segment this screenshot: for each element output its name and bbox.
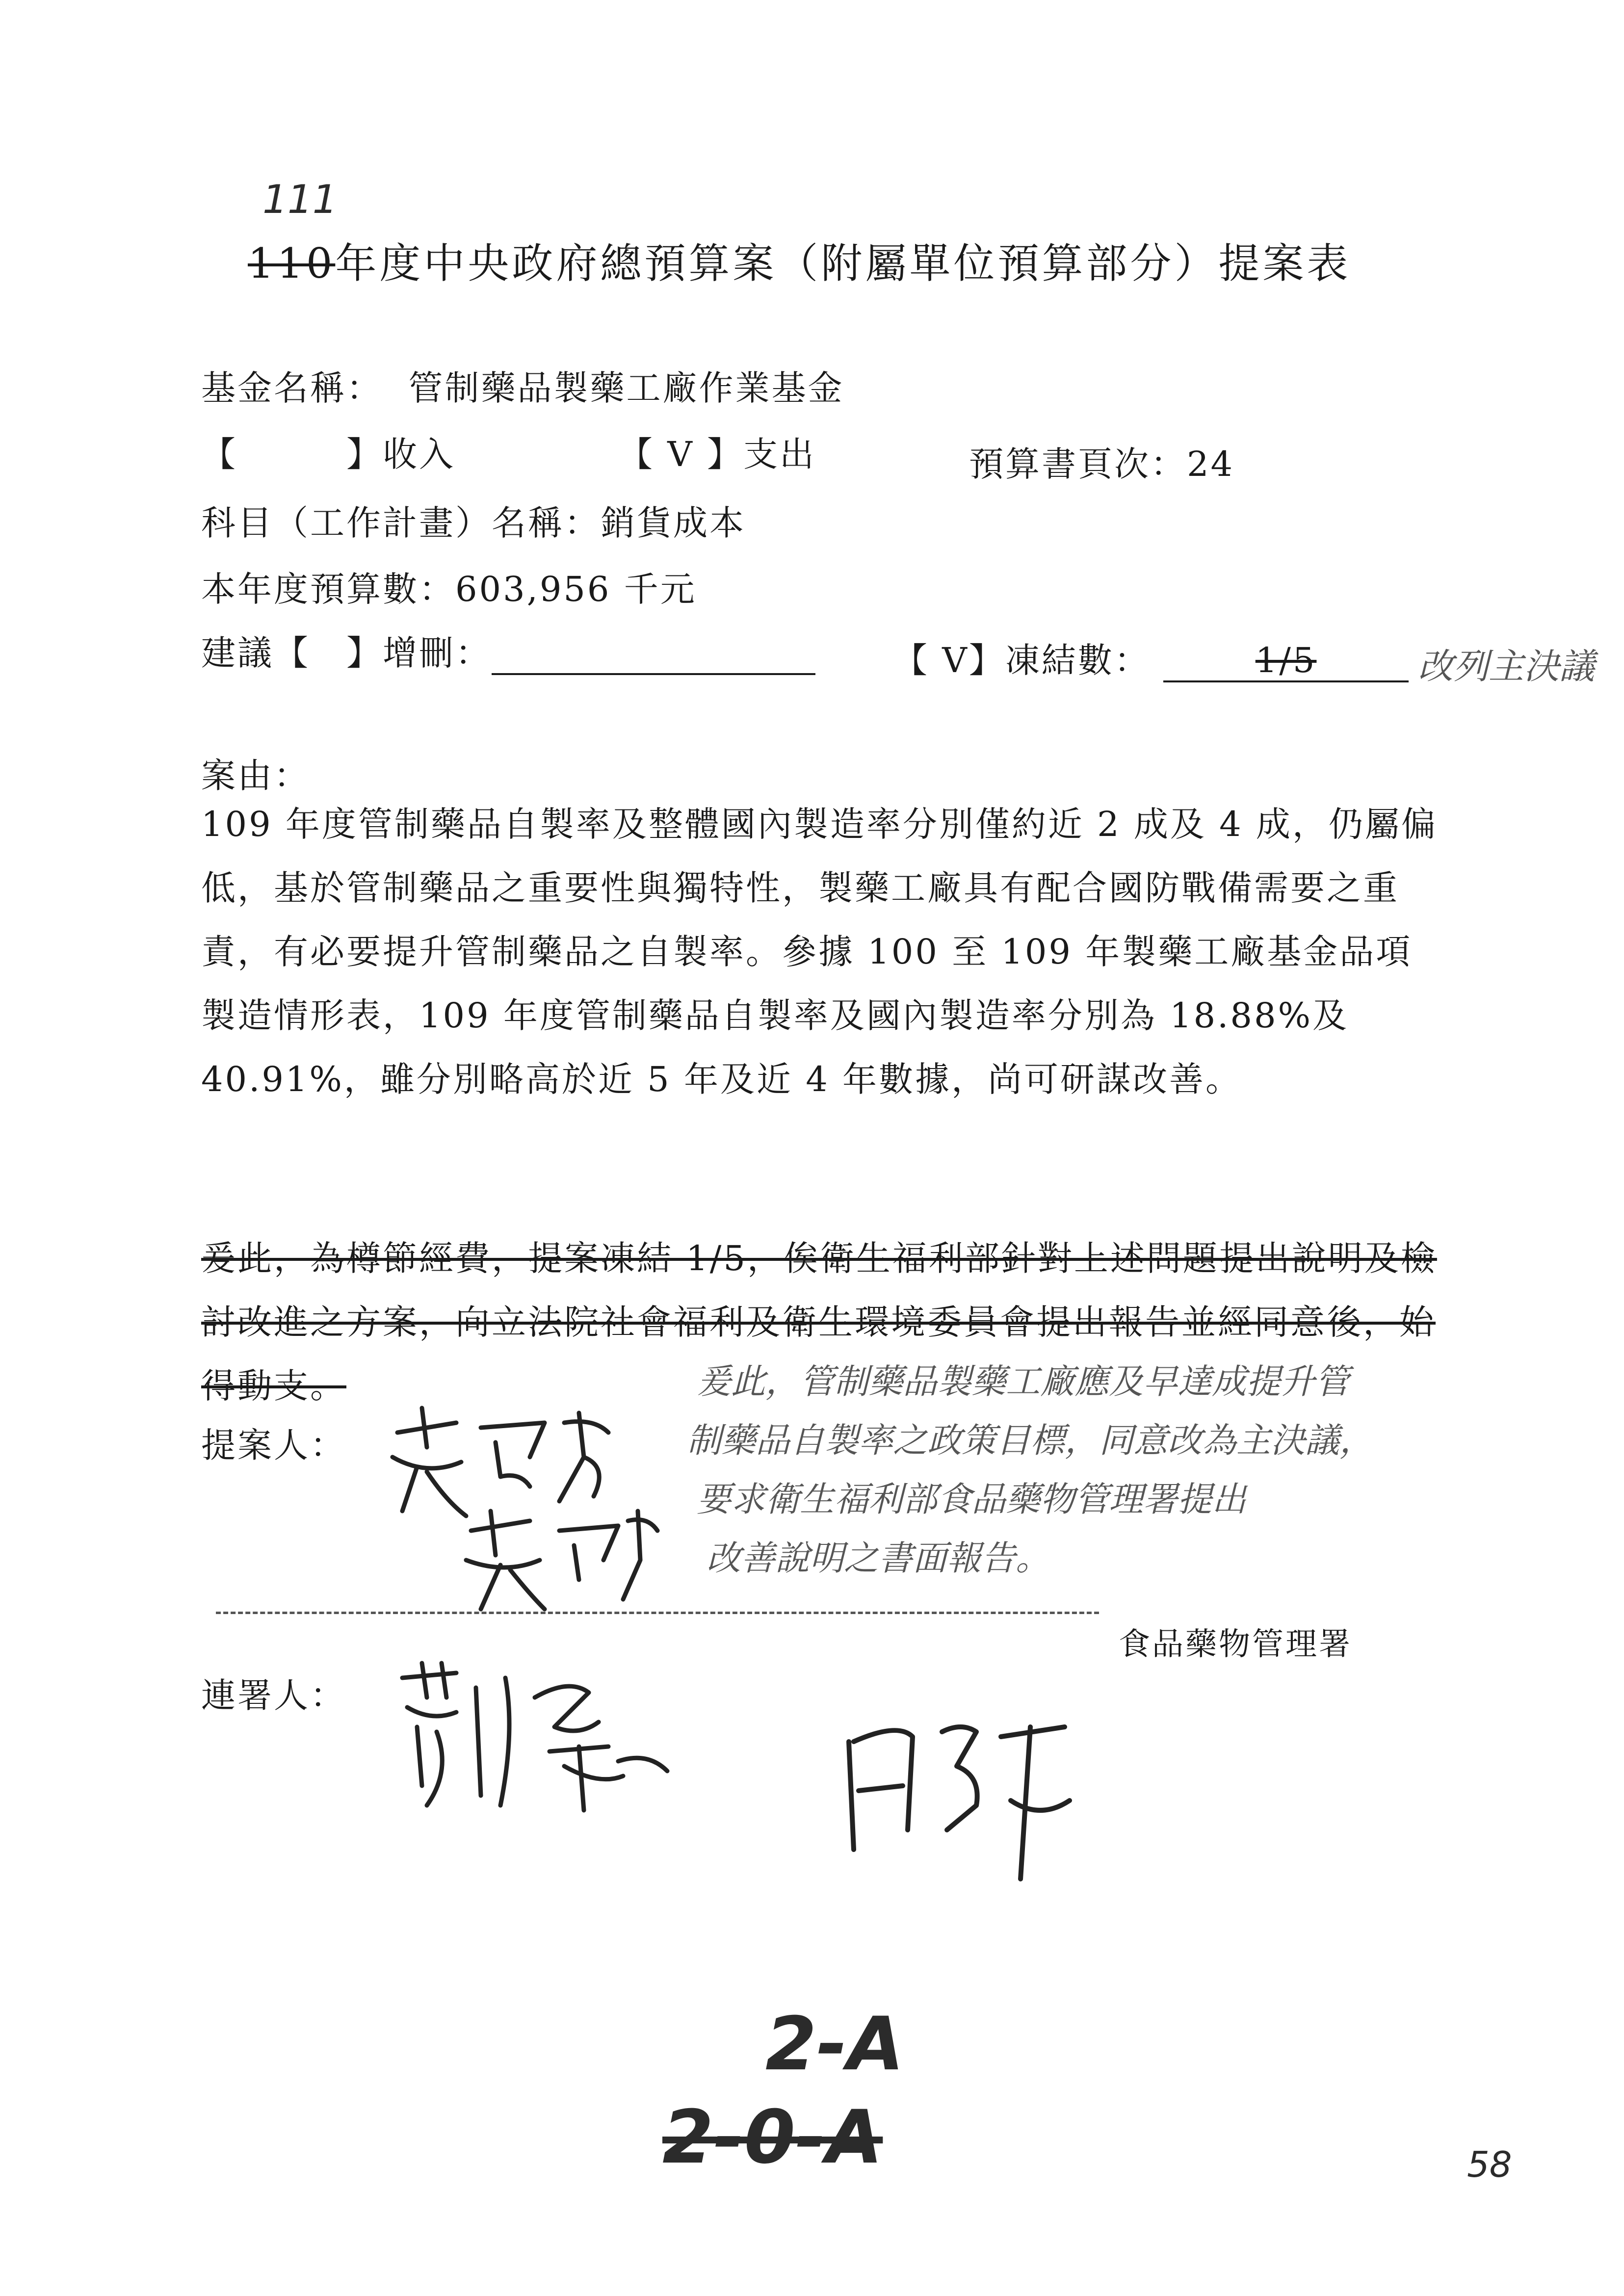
page-number: 58 xyxy=(1467,2144,1512,2185)
income-checkbox: 【 】 xyxy=(201,434,383,474)
fund-row xyxy=(201,361,844,410)
freeze-value: 1/5 xyxy=(1255,640,1317,680)
document-code: 2-A xyxy=(765,2002,904,2087)
reason-paragraph: 109 年度管制藥品自製率及整體國內製造率分別僅約近 2 成及 4 成，仍屬偏低，基於管制藥品之重要性與獨特性，製藥工廠具有配合國防戰備需要之重責，有必要提升管制藥品之自製率。參據 100 至 109 年製藥工廠基金品項製造情形表，109 年度管制藥品自製率及國內製造率分別為 18.88%及 40.91%，雖分別略高於近 5 年及近 4 年數據，尚可研謀改善。 xyxy=(201,804,1438,1099)
expense-checkbox-row xyxy=(618,427,816,476)
freeze-row xyxy=(893,633,1409,682)
struck-paragraph: 爰此，為樽節經費，提案凍結 1/5，俟衛生福利部針對上述問題提出說明及檢討改進之方案，向立法院社會福利及衛生環境委員會提出報告並經同意後，始得動支。 xyxy=(201,1238,1437,1406)
reason-label: 案由： xyxy=(201,756,310,796)
cosigner-signature-2 xyxy=(834,1702,1109,1908)
income-checkbox-row xyxy=(201,427,455,476)
freeze-handwritten-note: 改列主決議 xyxy=(1418,646,1595,687)
cosigner-label: 連署人： xyxy=(201,1675,346,1716)
title-text: 年度中央政府總預算案（附屬單位預算部分）提案表 xyxy=(335,239,1351,287)
page-reference: 預算書頁次：24 xyxy=(969,444,1235,484)
proposer-label: 提案人： xyxy=(201,1425,346,1465)
proposer-signature xyxy=(383,1403,657,1629)
suggestion-row xyxy=(201,626,815,675)
freeze-label: 凍結數： xyxy=(1005,640,1151,680)
amend-line-2: 制藥品自製率之政策目標，同意改為主決議， xyxy=(687,1420,1374,1461)
amend-line-3: 要求衛生福利部食品藥物管理署提出 xyxy=(697,1479,1246,1519)
struck-year: 110 xyxy=(248,239,336,287)
expense-label: 支出 xyxy=(743,434,816,474)
agency-stamp: 食品藥物管理署 xyxy=(1119,1626,1352,1663)
freeze-value-field xyxy=(1163,640,1409,682)
adjust-blank xyxy=(492,639,815,675)
freeze-checkbox: 【 V】 xyxy=(893,640,1005,680)
budget-amount: 本年度預算數：603,956 千元 xyxy=(201,569,697,609)
handwritten-year: 111 xyxy=(262,177,338,222)
subject-name: 科目（工作計畫）名稱：銷貨成本 xyxy=(201,503,746,543)
amend-line-1: 爰此，管制藥品製藥工廠應及早達成提升管 xyxy=(697,1361,1349,1402)
struck-document-code: 2-0-A xyxy=(662,2095,883,2180)
divider xyxy=(216,1612,1099,1614)
amend-line-4: 改善說明之書面報告。 xyxy=(707,1538,1050,1578)
fund-label: 基金名稱： xyxy=(201,368,383,408)
income-label: 收入 xyxy=(383,434,455,474)
cosigner-signature-1 xyxy=(393,1658,697,1820)
expense-checkbox: 【 V 】 xyxy=(618,434,744,474)
page-title xyxy=(248,231,1351,290)
suggest-label: 建議【 】增刪： xyxy=(201,633,492,673)
fund-value: 管制藥品製藥工廠作業基金 xyxy=(408,368,844,408)
